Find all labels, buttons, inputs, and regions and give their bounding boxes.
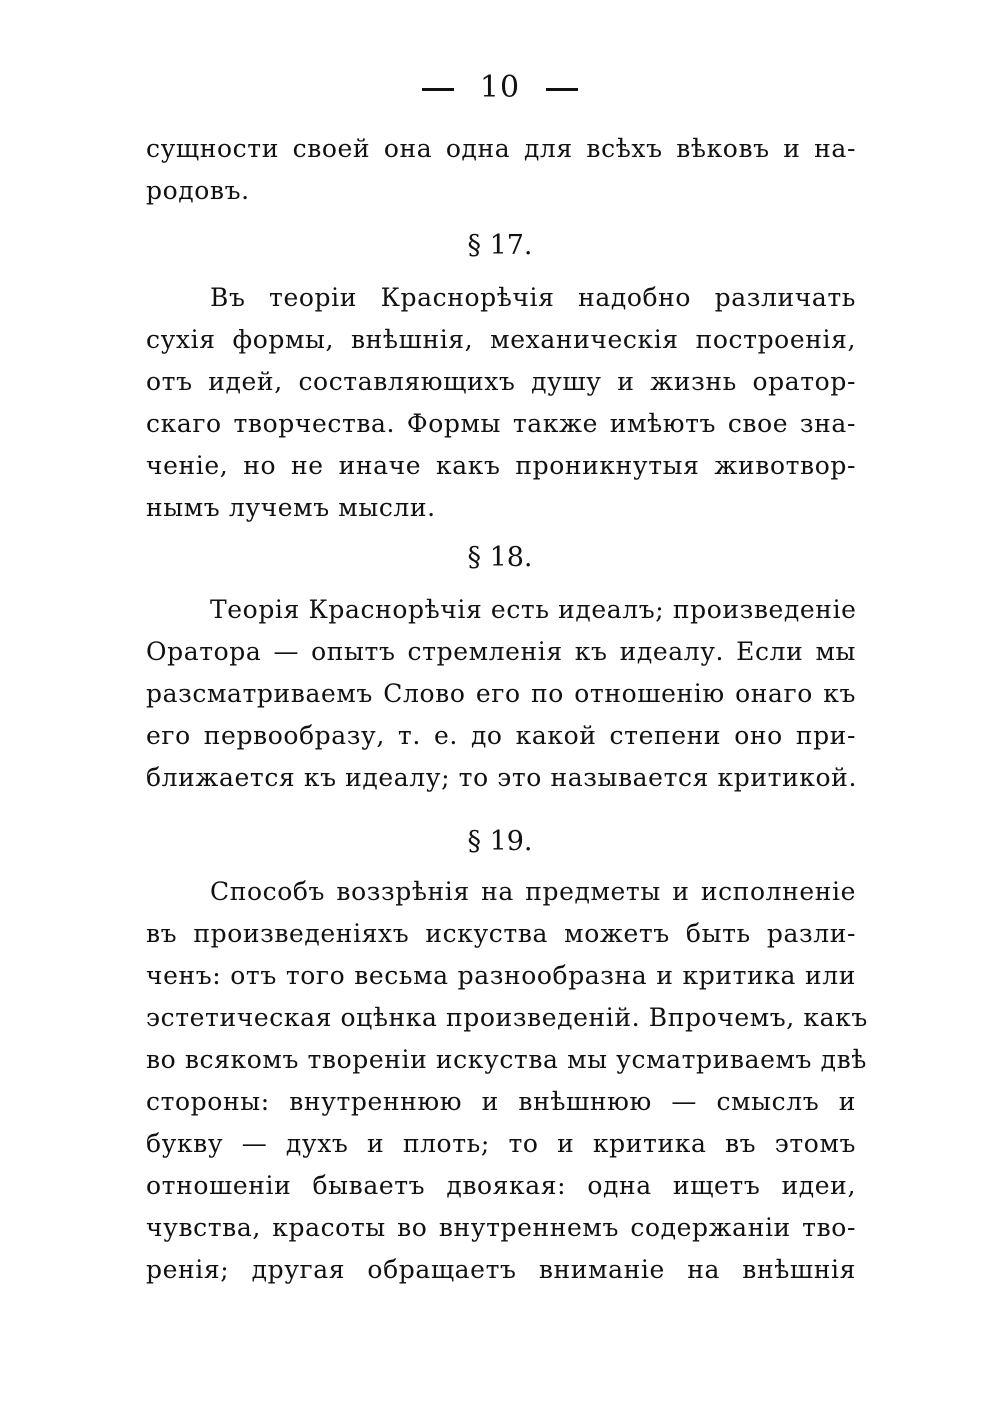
page-number: 10 — [479, 70, 521, 105]
page-number-header — [0, 66, 1000, 110]
text-line: Теорія Краснорѣчія есть идеалъ; произведеніе — [210, 595, 857, 624]
section-19-paragraph — [146, 871, 868, 1291]
text-line: Въ теоріи Краснорѣчія надобно различать — [210, 283, 856, 312]
text-line: сущности своей она одна для всѣхъ вѣковъ и на- — [146, 134, 856, 163]
text-line: отношеніи бываетъ двоякая: одна ищетъ идеи, — [146, 1171, 856, 1200]
text-line: скаго творчества. Формы также имѣютъ свое зна- — [146, 409, 856, 438]
text-line: букву — духъ и плоть; то и критика въ этомъ — [146, 1129, 856, 1158]
section-18-paragraph — [146, 589, 856, 799]
text-line: чувства, красоты во внутреннемъ содержаніи тво- — [146, 1213, 856, 1242]
text-line: въ произведеніяхъ искуства можетъ быть разли- — [146, 919, 856, 948]
continuation-paragraph — [146, 128, 856, 212]
text-line: разсматриваемъ Слово его по отношенію онаго къ — [146, 679, 856, 708]
text-line: во всякомъ твореніи искуства мы усматриваемъ двѣ — [146, 1045, 867, 1074]
section-19-heading: § 19. — [467, 826, 533, 857]
text-line: ченіе, но не иначе какъ проникнутыя животвор- — [146, 451, 856, 480]
right-dash — [546, 88, 578, 91]
section-18-heading: § 18. — [467, 542, 533, 573]
text-line: сухія формы, внѣшнія, механическія построенія, — [146, 325, 856, 354]
text-line: эстетическая оцѣнка произведеній. Впрочемъ, какъ — [146, 1003, 868, 1032]
left-dash — [422, 88, 454, 91]
text-line: Способъ воззрѣнія на предметы и исполненіе — [210, 877, 856, 906]
text-line: ближается къ идеалу; то это называется критикой. — [146, 763, 857, 792]
section-17-paragraph — [146, 277, 856, 529]
text-line: стороны: внутреннюю и внѣшнюю — смыслъ и — [146, 1087, 856, 1116]
text-line: его первообразу, т. е. до какой степени оно при- — [146, 721, 856, 750]
text-line: ренія; другая обращаетъ вниманіе на внѣшнія — [146, 1255, 856, 1284]
text-line: ченъ: отъ того весьма разнообразна и критика или — [146, 961, 856, 990]
section-17-heading: § 17. — [467, 230, 533, 261]
text-line: родовъ. — [146, 176, 250, 205]
text-line: Оратора — опытъ стремленія къ идеалу. Если мы — [146, 637, 856, 666]
text-line: отъ идей, составляющихъ душу и жизнь оратор- — [146, 367, 856, 396]
text-line: нымъ лучемъ мысли. — [146, 493, 436, 522]
